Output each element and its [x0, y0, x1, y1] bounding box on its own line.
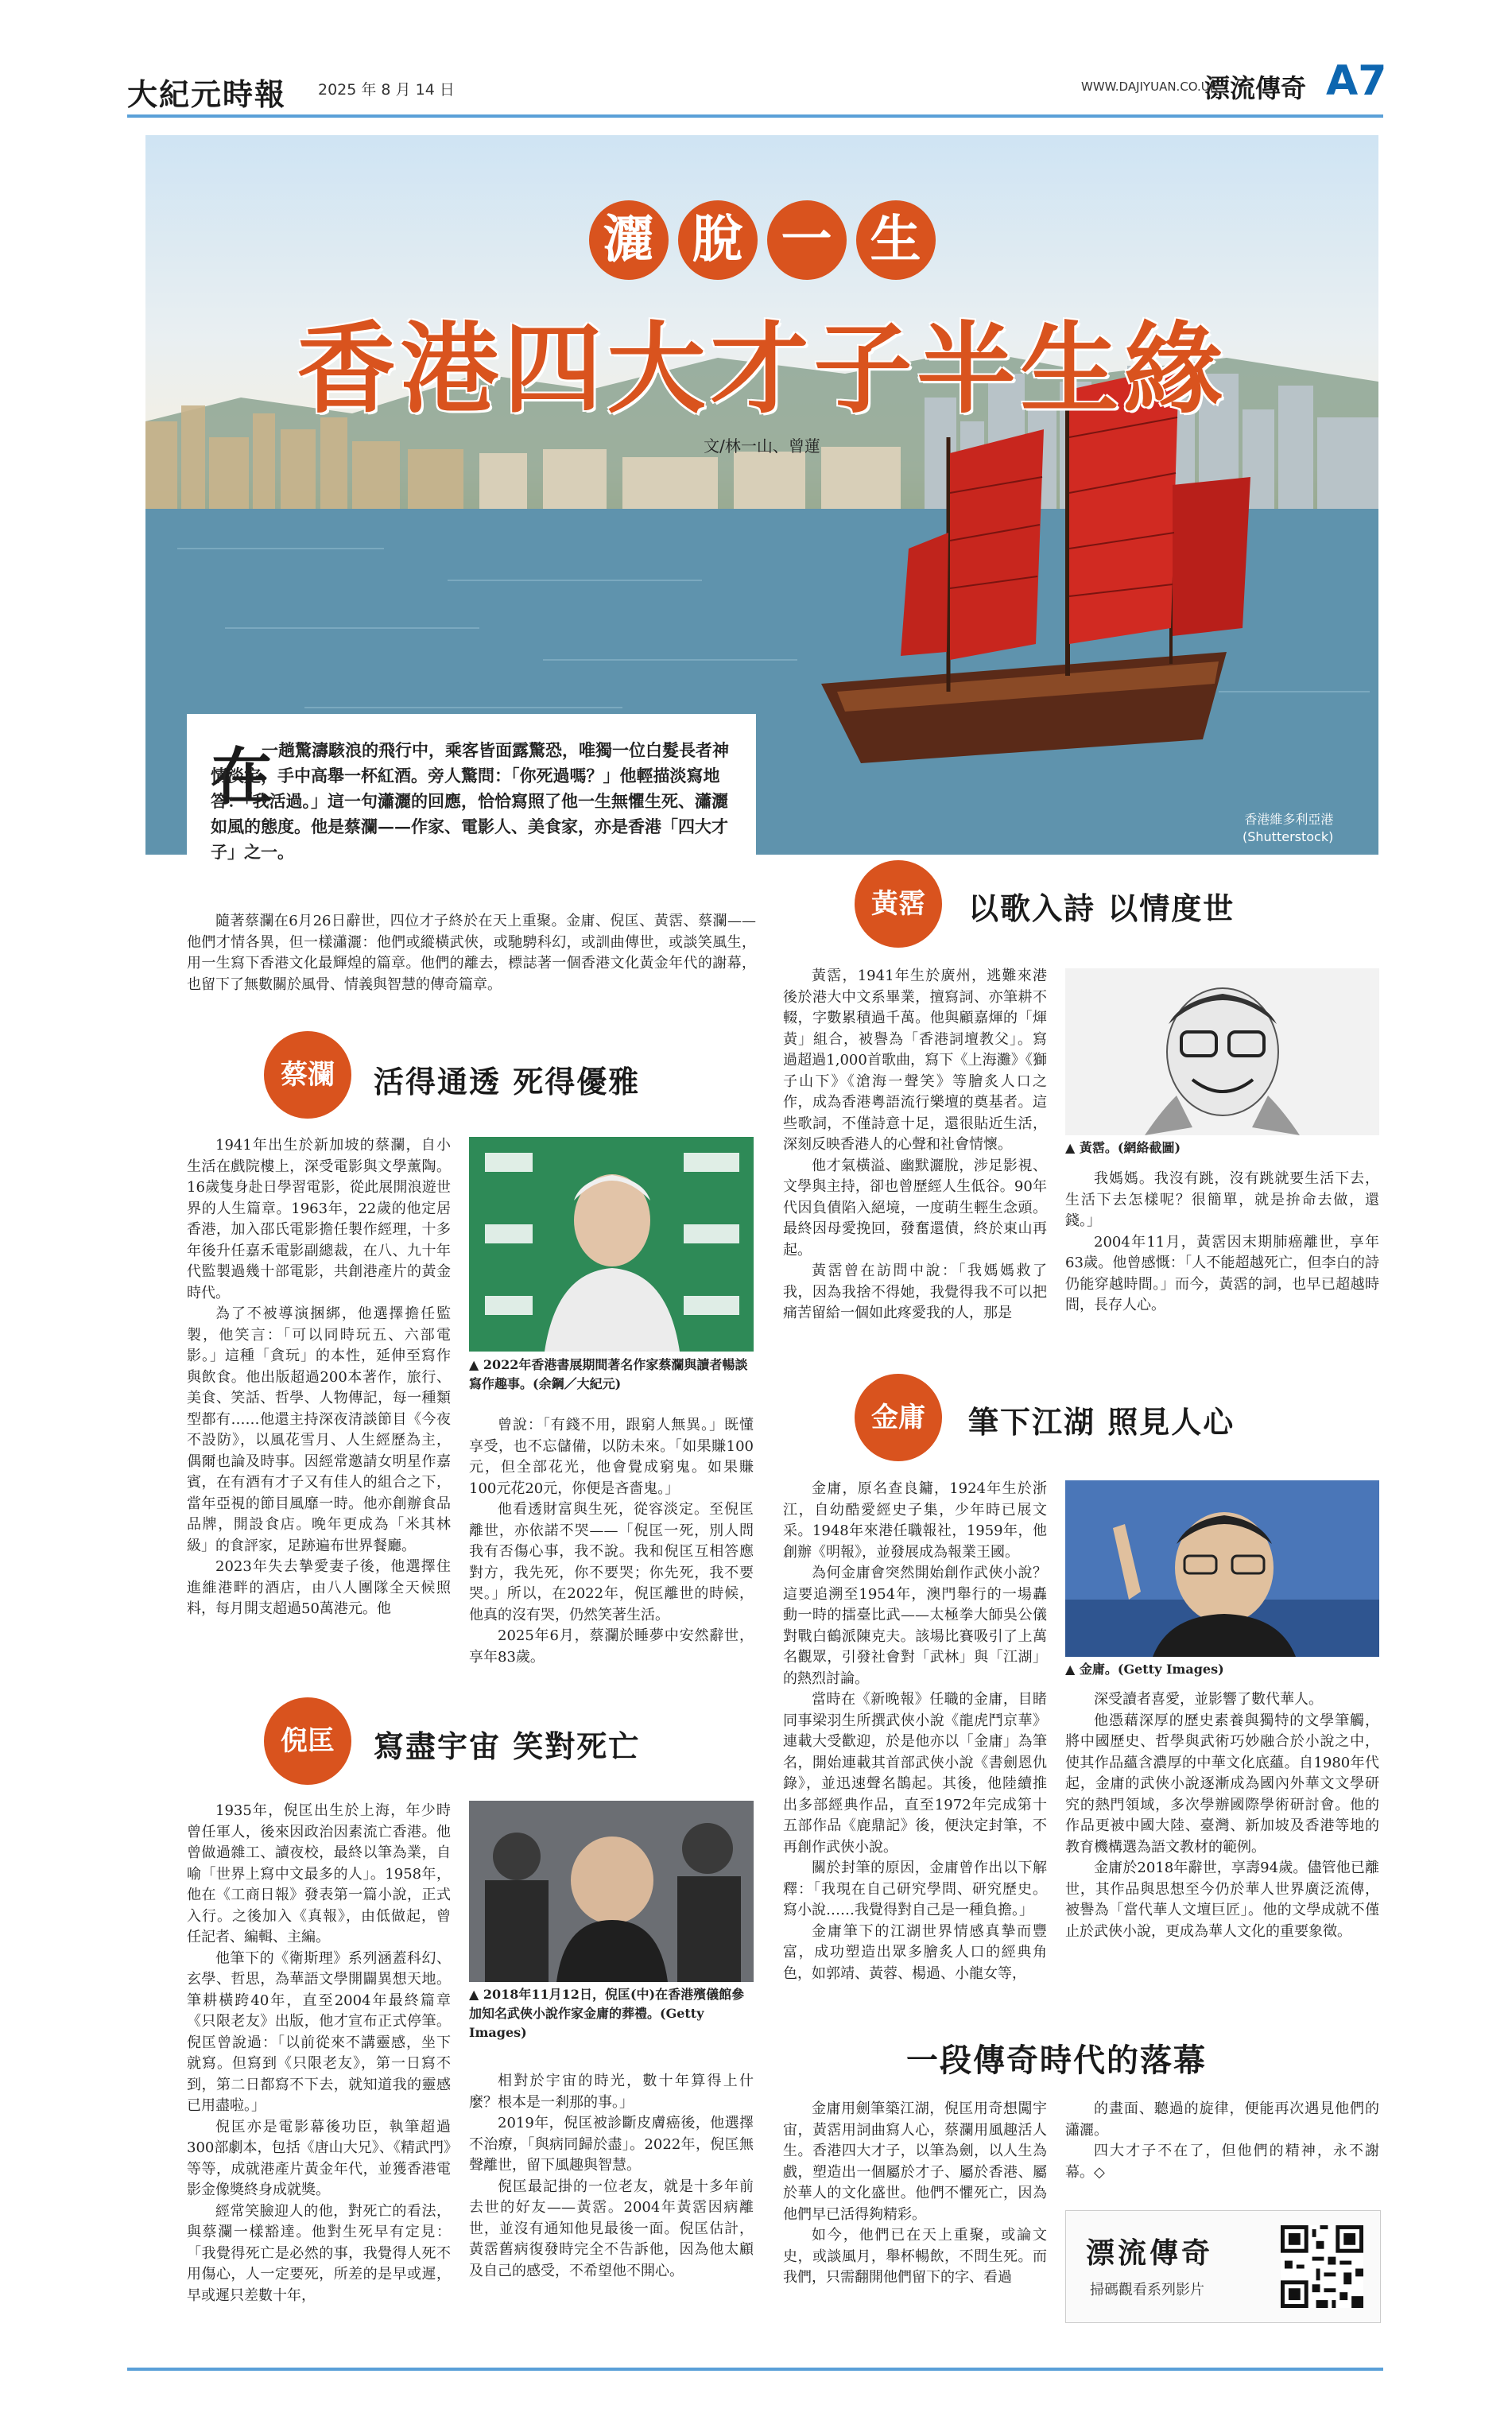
closing-column-1: [783, 2099, 1047, 2289]
footer-rule: [127, 2368, 1383, 2371]
hero-kicker: [145, 200, 1378, 280]
photo-ni: [469, 1801, 754, 1982]
paragraph: 曾說：「有錢不用，跟窮人無異。」既懂享受，也不忘儲備，以防未來。「如果賺100元，但全部花光，他會覺成窮鬼。如果賺100元花20元，你便是吝嗇鬼。」: [469, 1417, 754, 1497]
promo-title: 漂流傳奇: [1086, 2236, 1214, 2270]
paragraph: 的畫面、聽過的旋律，便能再次遇見他們的瀟灑。: [1065, 2100, 1379, 2139]
qr-code-icon[interactable]: [1281, 2225, 1363, 2308]
section-title-choi: 活得通透 死得優雅: [374, 1064, 641, 1100]
article-column-wong-2: [1065, 1169, 1379, 1317]
portrait-kam: [1065, 1480, 1379, 1657]
caption-wong: ▲ 黃霑。(網絡截圖): [1065, 1140, 1181, 1155]
article-column-ni-1: [187, 1801, 451, 2306]
paragraph: 深受讀者喜愛，並影響了數代華人。: [1094, 1691, 1323, 1708]
byline: 文/林一山、曾蓮: [704, 436, 820, 456]
paragraph: 他才氣橫溢、幽默灑脫，涉足影視、文學與主持，卻也曾歷經人生低谷。90年代因負債陷入絕境，一度萌生輕生念頭。最終因母愛挽回，發奮還債，終於東山再起。: [783, 1157, 1047, 1259]
photo-wong: [1065, 968, 1379, 1135]
site-url[interactable]: WWW.DAJIYUAN.CO.UK: [1081, 80, 1218, 94]
paragraph: 2019年，倪匡被診斷皮膚癌後，他選擇不治療，「與病同歸於盡」。2022年，倪匡無聲離世，留下風趣與智慧。: [469, 2115, 754, 2174]
promo-subtitle: 掃碼觀看系列影片: [1090, 2282, 1204, 2298]
photo-credit: [1243, 811, 1333, 846]
lead-paragraph: [187, 911, 756, 995]
portrait-choi: [469, 1137, 754, 1352]
closing-column-2: [1065, 2099, 1379, 2183]
paragraph: 為了不被導演捆綁，他選擇擔任監製，他笑言：「可以同時玩五、六部電影。」這種「貪玩」的本性，延伸至寫作與飲食。他出版超過200本著作，旅行、美食、笑話、哲學、人物傳記，每一種類型都有……他還主持深夜清談節目《今夜不設防》，以風花雪月、人生經歷為主，偶爾也論及時事。因經常邀請女明星作嘉賓，在有酒有才子又有佳人的組合之下，當年亞視的節目風靡一時。他亦創辦食品品牌，開設食店。晚年更成為「米其林級」的食評家，足跡遍布世界餐廳。: [187, 1305, 451, 1554]
paragraph: 2025年6月，蔡瀾於睡夢中安然辭世，享年83歲。: [469, 1627, 754, 1666]
intro-box: [187, 714, 756, 903]
kicker-char: 脫: [678, 200, 758, 280]
section-title-wong: 以歌入詩 以情度世: [968, 890, 1235, 926]
paragraph: 四大才子不在了，但他們的精神，永不謝幕。◇: [1065, 2143, 1379, 2181]
paragraph: 隨著蔡瀾在6月26日辭世，四位才子終於在天上重聚。金庸、倪匡、黃霑、蔡瀾——他們才情各異，但一樣瀟灑：他們或縱橫武俠，或馳騁科幻，或訓曲傳世，或談笑風生，用一生寫下香港文化最輝煌的篇章。他們的離去，標誌著一個香港文化黃金年代的謝幕，也留下了無數關於風骨、情義與智慧的傳奇篇章。: [187, 913, 756, 993]
article-column-kam-1: [783, 1479, 1047, 1984]
section-badge-wong: 黃霑: [855, 860, 942, 948]
article-column-choi-1: [187, 1135, 451, 1620]
caption-kam: ▲ 金庸。(Getty Images): [1065, 1662, 1224, 1677]
photo-choi: [469, 1137, 754, 1352]
paragraph: 他憑藉深厚的歷史素養與獨特的文學筆觸，將中國歷史、哲學與武術巧妙融合於小說之中，使其作品蘊含濃厚的中華文化底蘊。自1980年代起，金庸的武俠小說逐漸成為國內外華文文學研究的熱門領域，多次學辦國際學術研討會。他的作品更被中國大陸、臺灣、新加坡及香港等地的教育機構選為語文教材的範例。: [1065, 1712, 1379, 1856]
kicker-char: 生: [856, 200, 936, 280]
caption-ni: ▲ 2018年11月12日，倪匡(中)在香港殯儀館參加知名武俠小說作家金庸的葬禮。(Getty Images): [469, 1987, 745, 2040]
section-title-ni: 寫盡宇宙 笑對死亡: [374, 1728, 641, 1764]
section-title-kam: 筆下江湖 照見人心: [968, 1404, 1235, 1440]
section-name: 漂流傳奇: [1204, 73, 1307, 103]
intro-text: 一趟驚濤駭浪的飛行中，乘客皆面露驚恐，唯獨一位白髮長者神情淡定，手中高舉一杯紅酒。旁人驚問：「你死過嗎？」他輕描淡寫地答：「我活過。」這一句瀟灑的回應，恰恰寫照了他一生無懼生死、瀟灑如風的態度。他是蔡瀾——作家、電影人、美食家，亦是香港「四大才子」之一。: [211, 740, 729, 862]
masthead-logo: 大紀元時報: [127, 76, 287, 112]
credit-line: 香港維多利亞港: [1244, 812, 1334, 827]
section-badge-choi: 蔡瀾: [264, 1031, 351, 1119]
paragraph: 1941年出生於新加坡的蔡瀾，自小生活在戲院樓上，深受電影與文學薰陶。16歲隻身赴日學習電影，從此展開浪遊世界的人生篇章。1963年，22歲的他定居香港，加入邵氏電影擔任製作經理，十多年後升任嘉禾電影副總裁，在八、九十年代監製過幾十部電影，共創港產片的黃金時代。: [187, 1137, 451, 1301]
drop-cap: 在: [211, 741, 273, 813]
issue-date: 2025 年 8 月 14 日: [318, 81, 455, 99]
paragraph: 如今，他們已在天上重聚，或論文史，或談風月，舉杯暢飲，不問生死。而我們，只需翻開他們留下的字、看過: [783, 2227, 1047, 2286]
paragraph: 他筆下的《衛斯理》系列涵蓋科幻、玄學、哲思，為華語文學開闢異想天地。筆耕橫跨40年，直至2004年最終篇章《只限老友》出版，他才宣布正式停筆。倪匡曾說過：「以前從來不講靈感，坐下就寫。但寫到《只限老友》，第一日寫不到，第二日都寫不下去，就知道我的靈感已用盡啦。」: [187, 1949, 451, 2114]
paragraph: 金庸用劍筆築江湖，倪匡用奇想闖宇宙，黃霑用詞曲寫人心，蔡瀾用風趣活人生。香港四大才子，以筆為劍，以人生為戲，塑造出一個屬於才子、屬於香港、屬於華人的文化盛世。他們不懼死亡，因為他們早已活得夠精彩。: [783, 2100, 1047, 2223]
paragraph: 黃霑，1941年生於廣州，逃難來港後於港大中文系畢業，擅寫詞、亦筆耕不輟，字數累積過千萬。他與顧嘉煇的「煇黃」組合，被譽為「香港詞壇教父」。寫過超過1,000首歌曲，寫下《上海灘》《獅子山下》《滄海一聲笑》等膾炙人口之作，成為香港粵語流行樂壇的奠基者。這些歌詞，不僅詩意十足，還很貼近生活，深刻反映香港人的心聲和社會情懷。: [783, 968, 1047, 1153]
headline: 香港四大才子半生緣: [297, 312, 1227, 427]
paragraph: 關於封筆的原因，金庸曾作出以下解釋：「我現在自己研究學問、研究歷史。寫小說……我覺得對自己是一種負擔。」: [783, 1860, 1047, 1918]
paragraph: 黃霑曾在訪問中說：「我媽媽救了我，因為我捨不得她，我覺得我不可以把痛苦留給一個如此疼愛我的人，那是: [783, 1262, 1047, 1321]
caption-choi: ▲ 2022年香港書展期間著名作家蔡瀾與讀者暢談寫作趣事。(余鋼／大紀元): [469, 1357, 748, 1391]
article-column-choi-2: [469, 1415, 754, 1668]
page-number: A7: [1326, 57, 1387, 105]
paragraph: 1935年，倪匡出生於上海，年少時曾任軍人，後來因政治因素流亡香港。他曾做過雜工、讀夜校，最終以筆為業，自喻「世界上寫中文最多的人」。1958年，他在《工商日報》發表第一篇小說，正式入行。之後加入《真報》，由低做起，曾任記者、編輯、主編。: [187, 1802, 451, 1945]
article-column-kam-2: [1065, 1689, 1379, 1942]
paragraph: 金庸於2018年辭世，享壽94歲。儘管他已離世，其作品與思想至今仍於華人世界廣泛流傳，被譽為「當代華人文壇巨匠」。他的文學成就不僅止於武俠小說，更成為華人文化的重要象徵。: [1065, 1860, 1379, 1940]
kicker-char: 一: [767, 200, 847, 280]
article-column-wong-1: [783, 966, 1047, 1325]
header-rule: [127, 114, 1383, 118]
video-promo-box[interactable]: [1065, 2210, 1381, 2323]
paragraph: 2023年失去摯愛妻子後，他選擇住進維港畔的酒店，由八人團隊全天候照料，每月開支超過50萬港元。他: [187, 1558, 451, 1617]
paragraph: 倪匡最記掛的一位老友，就是十多年前去世的好友——黃霑。2004年黃霑因病離世，並沒有通知他見最後一面。倪匡估計，黃霑舊病復發時完全不告訴他，因為他太顧及自己的感受，不希望他不開心。: [469, 2178, 754, 2279]
section-badge-kam: 金庸: [855, 1374, 942, 1461]
paragraph: 金庸筆下的江湖世界情感真摯而豐富，成功塑造出眾多膾炙人口的經典角色，如郭靖、黃蓉、楊過、小龍女等，: [783, 1922, 1047, 1982]
closing-title: 一段傳奇時代的落幕: [906, 2042, 1207, 2079]
paragraph: 相對於宇宙的時光，數十年算得上什麼？根本是一剎那的事。」: [469, 2073, 754, 2111]
photo-kam: [1065, 1480, 1379, 1657]
kicker-char: 灑: [589, 200, 669, 280]
paragraph: 他看透財富與生死，從容淡定。至倪匡離世，亦依諾不哭——「倪匡一死，別人問我有否傷心事，我不說。我和倪匡互相答應對方，我先死，你不要哭；你先死，我不要哭。」所以，在2022年，倪匡離世的時候，他真的沒有哭，仍然笑著生活。: [469, 1501, 754, 1623]
paragraph: 我媽媽。我沒有跳，沒有跳就要生活下去，生活下去怎樣呢？很簡單，就是拚命去做，還錢。」: [1065, 1170, 1379, 1229]
paragraph: 經常笑臉迎人的他，對死亡的看法，與蔡瀾一樣豁達。他對生死早有定見：「我覺得死亡是必然的事，我覺得人死不用傷心，人一定要死，所差的是早或遲，早或遲只差數十年，: [187, 2202, 451, 2304]
section-badge-ni: 倪匡: [264, 1697, 351, 1785]
paragraph: 倪匡亦是電影幕後功臣，執筆超過300部劇本，包括《唐山大兄》、《精武門》等等，成就港產片黃金年代，並獲香港電影金像獎終身成就獎。: [187, 2118, 451, 2198]
credit-line: (Shutterstock): [1243, 829, 1334, 844]
paragraph: 2004年11月，黃霑因末期肺癌離世，享年63歲。他曾感慨：「人不能超越死亡，但李白的詩仍能穿越時間。」而今，黃霑的詞，也早已超越時間，長存人心。: [1065, 1233, 1379, 1313]
paragraph: 為何金庸會突然開始創作武俠小說？這要追溯至1954年，澳門舉行的一場轟動一時的擂臺比武——太極拳大師吳公儀對戰白鶴派陳克夫。該場比賽吸引了上萬名觀眾，引發社會對「武林」與「江湖」的熱烈討論。: [783, 1565, 1047, 1687]
portrait-wong: [1065, 968, 1379, 1135]
portrait-ni: [469, 1801, 754, 1982]
paragraph: 當時在《新晚報》任職的金庸，目睹同事梁羽生所撰武俠小說《龍虎鬥京華》連載大受歡迎，於是他亦以「金庸」為筆名，開始連載其首部武俠小說《書劍恩仇錄》，並迅速聲名鵲起。其後，他陸續推出多部經典作品，直至1972年完成第十五部作品《鹿鼎記》後，便決定封筆，不再創作武俠小說。: [783, 1691, 1047, 1856]
article-column-ni-2: [469, 2071, 754, 2282]
paragraph: 金庸，原名查良鏞，1924年生於浙江，自幼酷愛經史子集，少年時已展文采。1948年來港任職報社，1959年，他創辦《明報》，並發展成為報業王國。: [783, 1480, 1047, 1561]
